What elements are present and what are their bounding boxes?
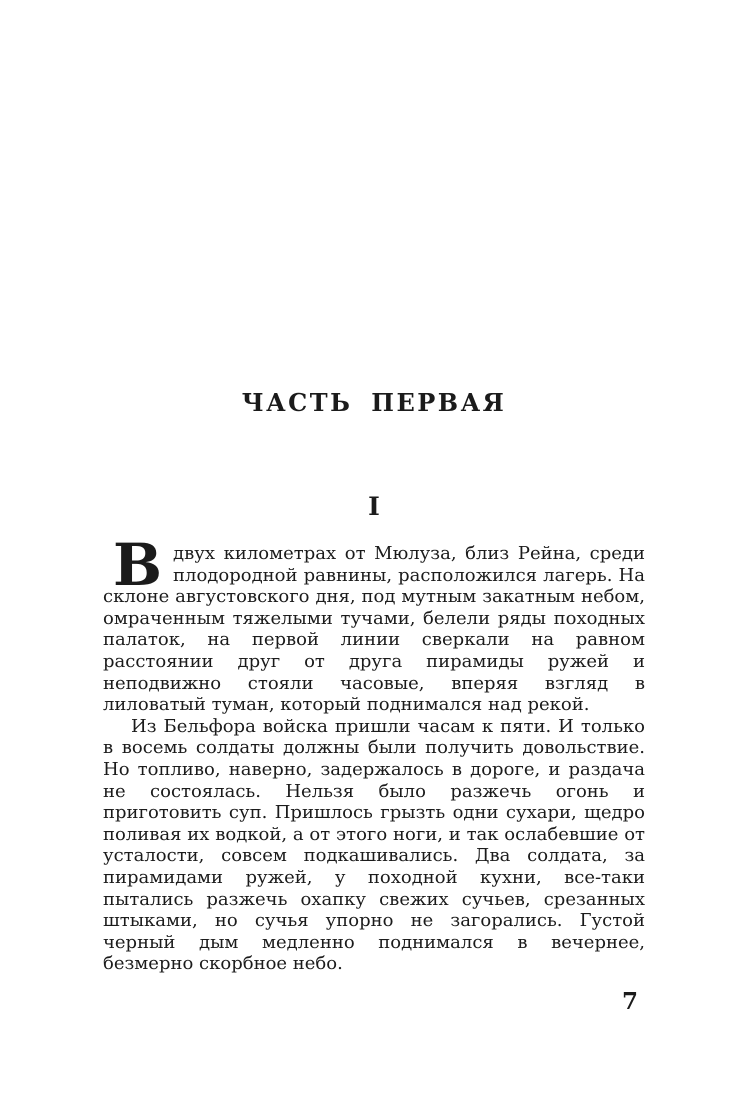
drop-cap: В	[113, 531, 163, 599]
part-heading: ЧАСТЬ ПЕРВАЯ	[241, 388, 507, 417]
page-number: 7	[621, 988, 638, 1015]
paragraph-2: Из Бельфора войска пришли часам к пяти. И только в восемь солдаты должны были получить довольствие. Но топливо, наверно, задержалось в дороге, и раздача не состоялась. Нельзя было разжечь огонь и приготовить суп. Пришлось грызть одни сухари, щедро поливая их водкой, а от этого ноги, и так ослабевшие от усталости, совсем подкашивались. Два солдата, за пирамидами ружей, у походной кухни, все-таки пытались разжечь охапку свежих сучьев, срезанных штыками, но сучья упорно не загорались. Густой черный дым медленно поднимался в вечернее, безмерно скорбное небо.	[103, 715, 645, 975]
text-block	[103, 531, 645, 975]
paragraph-1-text: двух километрах от Мюлуза, близ Рейна, среди плодородной равнины, расположился лагерь. На склоне августовского дня, под мутным закатным небом, омраченным тяжелыми тучами, белели ряды походных палаток, на первой линии сверкали на равном расстоянии друг от друга пирамиды ружей и неподвижно стояли часовые, вперяя взгляд в лиловатый туман, который поднимался над рекой.	[103, 543, 645, 716]
chapter-numeral: I	[368, 492, 380, 521]
paragraph-1	[103, 531, 645, 716]
